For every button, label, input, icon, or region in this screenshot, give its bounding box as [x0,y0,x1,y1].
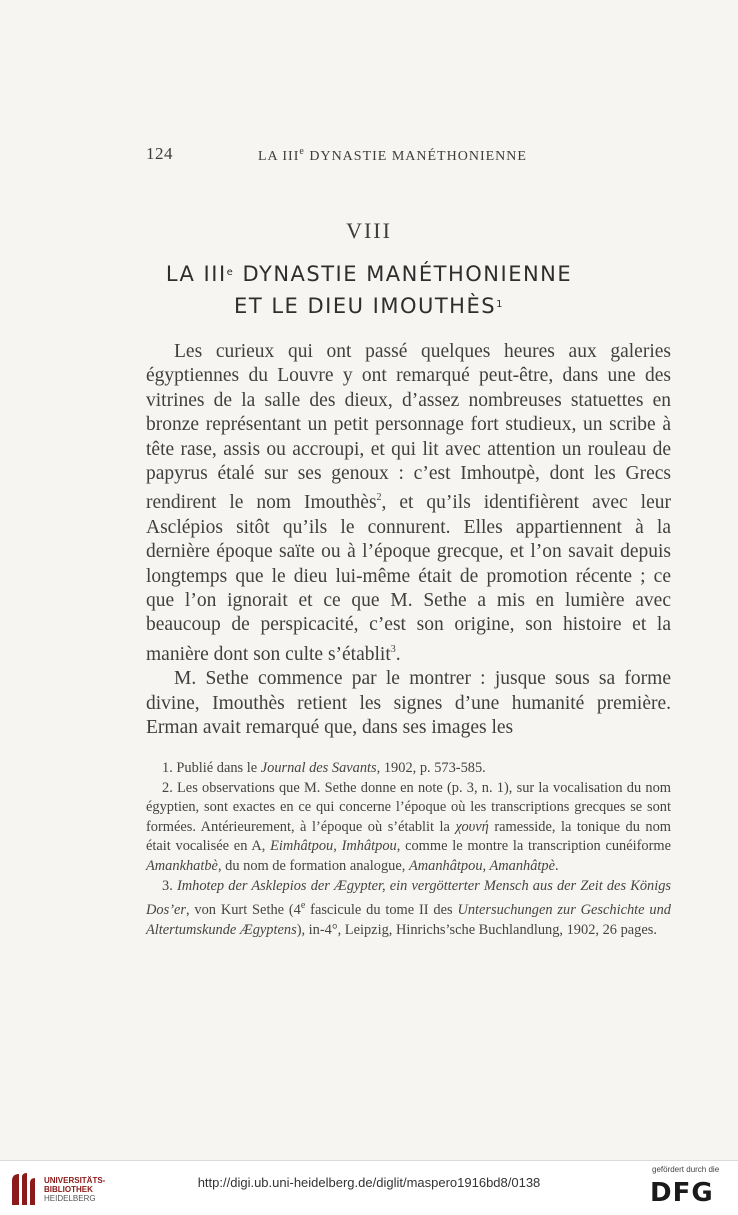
footnote-ref-3: 3 [390,643,396,655]
paragraph-2: M. Sethe commence par le montrer : jusque sous sa forme divine, Imouthès retient les signes d’une humanité première. Erman avait remarqué que, dans ses images les [146,668,671,739]
page-number: 124 [146,144,173,163]
footnote-1: 1. Publié dans le Journal des Savants, 1902, p. 573-585. [162,760,486,776]
running-title: LA IIIe DYNASTIE MANÉTHONIENNE [258,146,527,164]
chapter-title-line2: ET LE DIEU IMOUTHÈS$^1$ [234,294,504,318]
chapter-number: VIII [346,218,392,243]
footnote-2: 2. Les observations que M. Sethe donne en note (p. 3, n. 1), sur la vocalisation du nom égyptien, sont exactes en ce qui concerne l’époque où les transcriptions grecques se sont formées. Antérieurement, à l’époque où s’établit la χουνή ramesside, la tonique du nom était vocalisée en A, Eimhâtpou, Imhâtpou, comme le montre la transcription cunéiforme Amankhatbè, du nom de formation analogue, Amanhâtpou, Amanhâtpè. [146,779,671,874]
footnote-ref-1: 1 [496,299,504,310]
chapter-title-line1: LA IIIe DYNASTIE MANÉTHONIENNE [165,262,573,286]
footnote-ref-2: 2 [376,492,382,504]
funding-caption: gefördert durch die [652,1165,720,1174]
permalink-url[interactable]: http://digi.ub.uni-heidelberg.de/diglit/maspero1916bd8/0138 [197,1175,541,1190]
library-name[interactable]: UNIVERSITÄTS- BIBLIOTHEK HEIDELBERG [44,1176,106,1203]
paragraph-1: Les curieux qui ont passé quelques heures aux galeries égyptiennes du Louvre y ont remarqué peut-être, dans une des vitrines de la salle des dieux, d’assez nombreuses statuettes en bronze représentant un petit personnage fort studieux, un scribe à tête rase, assis ou accroupi, et qui lit avec attention un rouleau de papyrus étalé sur ses genoux : c’est Imhoutpè, dont les Grecs rendirent le nom Imouthès$^2$, et qu’ils identifièrent avec leur Asclépios sitôt qu’ils le connurent. Elles appartiennent à la dernière époque saïte ou à l’époque grecque, et l’on savait depuis longtemps que le dieu lui-même était de promotion récente ; ce que l’on ignorait et ce que M. Sethe a mis en lumière avec beaucoup de perspicacité, c’est son origine, son histoire et la manière dont son culte s’établit$^3$. [146,341,671,665]
footnote-3: 3. Imhotep der Asklepios der Ægypter, ein vergötterter Mensch aus der Zeit des Königs Dos’er, von Kurt Sethe (4e fascicule du tome II des Untersuchungen zur Geschichte und Altertumskunde Ægyptens), in-4°, Leipzig, Hinrichs’sche Buchlandlung, 1902, 26 pages. [146,877,671,938]
dfg-logo[interactable]: DFG [650,1178,714,1208]
body-text [146,340,671,741]
footnotes [146,759,671,940]
